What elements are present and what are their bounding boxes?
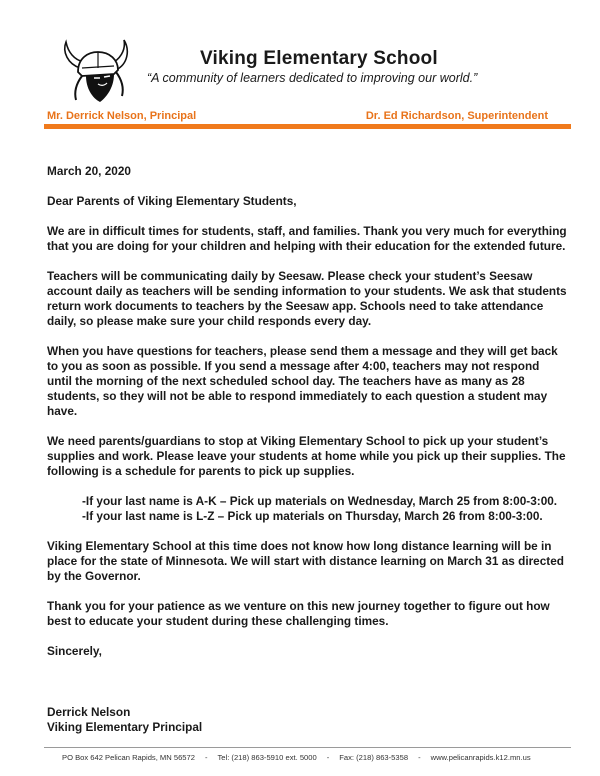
letter-date: March 20, 2020 xyxy=(47,164,131,178)
footer-separator: - xyxy=(326,753,330,762)
letter-paragraph: We are in difficult times for students, staff, and families. Thank you very much for everything that you are doing for your children and helping with their education for the extended future. xyxy=(47,224,567,253)
school-name: Viking Elementary School xyxy=(200,48,438,69)
school-tagline: “A community of learners dedicated to improving our world.” xyxy=(147,71,478,85)
letter-salutation: Dear Parents of Viking Elementary Students, xyxy=(47,194,297,208)
footer-contact xyxy=(62,753,531,762)
footer-phone: Tel: (218) 863-5910 ext. 5000 xyxy=(217,753,317,762)
footer-separator: - xyxy=(418,753,421,762)
schedule-item: -If your last name is A-K – Pick up materials on Wednesday, March 25 from 8:00-3:00. xyxy=(82,494,558,508)
viking-mascot-icon xyxy=(58,38,134,106)
letter-paragraph: When you have questions for teachers, please send them a message and they will get back to you as soon as possible. If you send a message after 4:00, teachers may not respond until the morning of the next scheduled school day. The teachers have as many as 28 students, so they will not be able to respond immediately to each question a student may have. xyxy=(47,344,558,418)
superintendent-name: Dr. Ed Richardson, Superintendent xyxy=(365,110,548,122)
letter-paragraph: We need parents/guardians to stop at Viking Elementary School to pick up your student’s supplies and work. Please leave your students at home while you pick up their supplies. The following is a schedule for parents to pick up supplies. xyxy=(47,434,566,478)
letter-closing: Sincerely, xyxy=(47,644,102,658)
footer-website[interactable]: www.pelicanrapids.k12.mn.us xyxy=(430,753,531,762)
footer-divider xyxy=(44,747,571,748)
signature-name: Derrick Nelson xyxy=(47,705,131,719)
footer-separator: - xyxy=(204,753,208,762)
principal-name: Mr. Derrick Nelson, Principal xyxy=(47,110,197,122)
letter-body xyxy=(47,164,567,735)
signature-title: Viking Elementary Principal xyxy=(47,720,203,734)
signature-block xyxy=(47,705,567,735)
footer-fax: Fax: (218) 863-5358 xyxy=(339,753,409,762)
letter-paragraph: Viking Elementary School at this time does not know how long distance learning will be in place for the state of Minnesota. We will start with distance learning on March 31 as directed by the Governor. xyxy=(47,539,565,583)
footer-address: PO Box 642 Pelican Rapids, MN 56572 xyxy=(62,753,195,762)
letter-paragraph: Thank you for your patience as we venture on this new journey together to figure out how best to educate your student during these challenging times. xyxy=(47,599,550,628)
header-divider xyxy=(44,124,571,129)
schedule-item: -If your last name is L-Z – Pick up materials on Thursday, March 26 from 8:00-3:00. xyxy=(82,509,543,523)
pickup-schedule xyxy=(47,494,567,524)
letter-paragraph: Teachers will be communicating daily by Seesaw. Please check your student’s Seesaw account daily as teachers will be sending information to your students. We ask that students return work documents to teachers by the Seesaw app. Schools need to take attendance daily, so please make sure your child responds every day. xyxy=(47,269,567,328)
